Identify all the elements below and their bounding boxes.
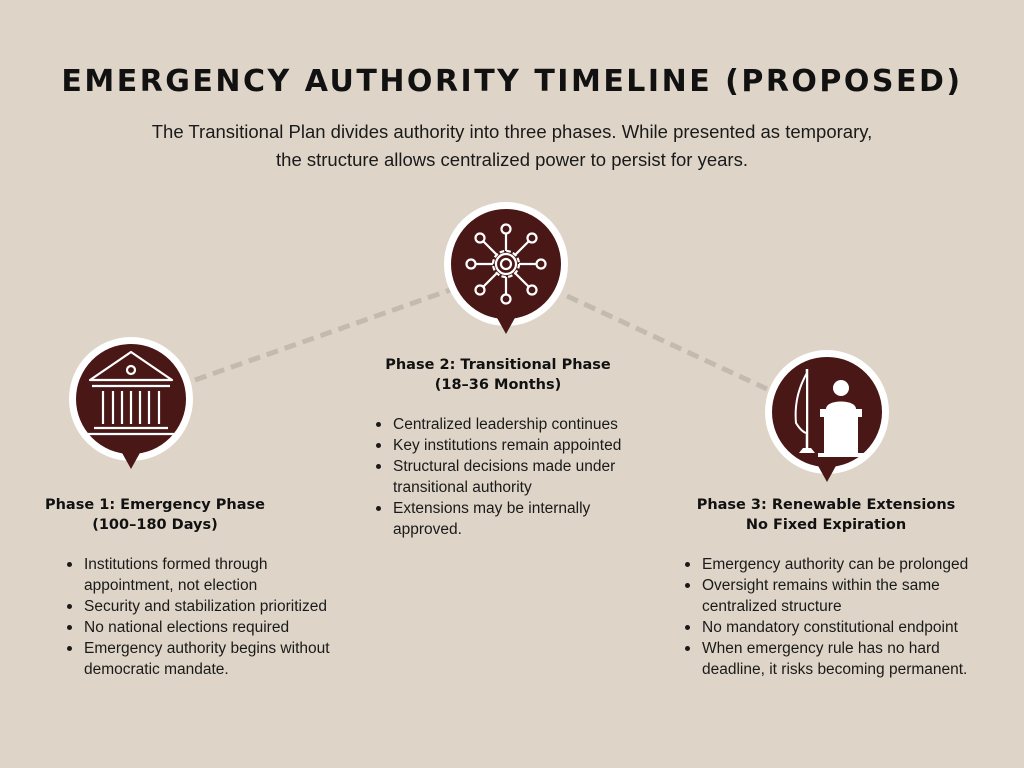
- list-item: No national elections required: [63, 617, 333, 638]
- list-item: Centralized leadership continues: [372, 414, 652, 435]
- phase-3-badge: [764, 349, 890, 485]
- phase-3-title-line1: Phase 3: Renewable Extensions: [696, 497, 956, 513]
- phase-2-title: [370, 355, 626, 395]
- phase-3-title: [690, 495, 962, 535]
- phase-2-bullet-list: [372, 414, 652, 540]
- list-item: Oversight remains within the same centralized structure: [681, 575, 1001, 617]
- list-item: Security and stabilization prioritized: [63, 596, 333, 617]
- list-item: Emergency authority begins without democratic mandate.: [63, 638, 333, 680]
- page-title: EMERGENCY AUTHORITY TIMELINE (PROPOSED): [61, 64, 963, 99]
- phase-1-title-line2: (100–180 Days): [92, 517, 218, 533]
- phase-1-badge: [68, 336, 194, 472]
- list-item: Structural decisions made under transitional authority: [372, 456, 652, 498]
- phase-3-bullet-list: [681, 554, 1001, 680]
- phase-1-title: [40, 495, 270, 535]
- list-item: Key institutions remain appointed: [372, 435, 652, 456]
- page-subtitle: The Transitional Plan divides authority into three phases. While presented as temporary, the structure allows centralized power to persist for years.: [151, 121, 873, 170]
- phase-1-title-line1: Phase 1: Emergency Phase: [44, 497, 265, 513]
- phase-1-bullet-list: [63, 554, 333, 680]
- list-item: When emergency rule has no hard deadline, it risks becoming permanent.: [681, 638, 1001, 680]
- phase-2-title-line2: (18–36 Months): [434, 377, 562, 393]
- list-item: Extensions may be internally approved.: [372, 498, 652, 540]
- list-item: Emergency authority can be prolonged: [681, 554, 1001, 575]
- phase-2-title-line1: Phase 2: Transitional Phase: [385, 357, 611, 373]
- list-item: Institutions formed through appointment, not election: [63, 554, 333, 596]
- phase-2-badge: [443, 201, 569, 337]
- phase-3-title-line2: No Fixed Expiration: [745, 517, 907, 533]
- list-item: No mandatory constitutional endpoint: [681, 617, 1001, 638]
